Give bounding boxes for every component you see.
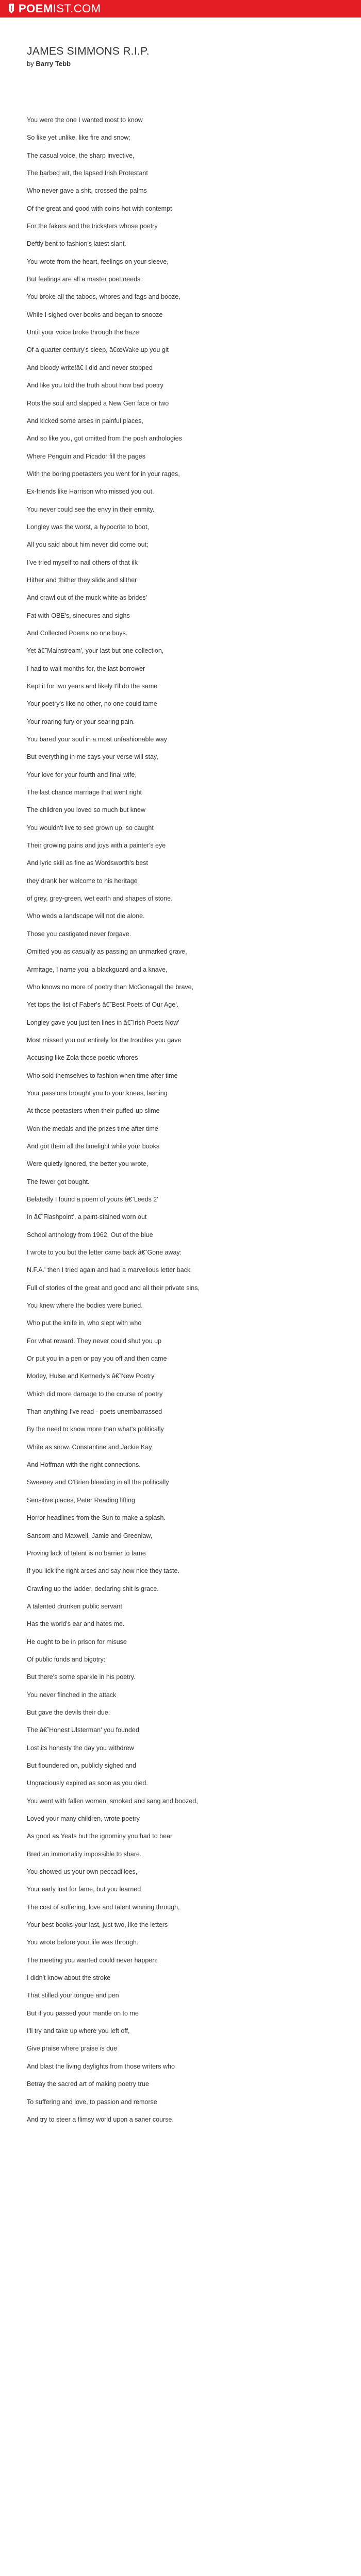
- poem-line: By the need to know more than what's politically: [27, 1426, 164, 1433]
- poem-line: Your poetry's like no other, no one could tame: [27, 700, 157, 708]
- poem-line: Betray the sacred art of making poetry true: [27, 2080, 149, 2088]
- poem-line: You never flinched in the attack: [27, 1691, 117, 1699]
- poem-line: Lost its honesty the day you withdrew: [27, 1744, 134, 1752]
- poem-line: All you said about him never did come out;: [27, 541, 149, 549]
- poem-line: Longley was the worst, a hypocrite to boot,: [27, 523, 149, 531]
- poem-line: Where Penguin and Picador fill the pages: [27, 452, 146, 460]
- poem-line: Armitage, I name you, a blackguard and a knave,: [27, 965, 168, 973]
- poem-line: Which did more damage to the course of poetry: [27, 1390, 163, 1398]
- poem-line: For what reward. They never could shut you up: [27, 1337, 162, 1345]
- poem-line: Of the great and good with coins hot with contempt: [27, 205, 172, 212]
- poem-line: While I sighed over books and began to snooze: [27, 311, 163, 318]
- poem-line: School anthology from 1962. Out of the blue: [27, 1231, 153, 1239]
- poem-line: I've tried myself to nail others of that ilk: [27, 558, 138, 566]
- poem-line: The meeting you wanted could never happen:: [27, 1956, 158, 1964]
- poem-line: As good as Yeats but the ignominy you had to bear: [27, 1833, 173, 1840]
- poem-line: Hither and thither they slide and slither: [27, 576, 137, 584]
- poem-line: The â€˜Honest Ulsterman' you founded: [27, 1726, 139, 1734]
- poem-line: I didn't know about the stroke: [27, 1974, 111, 1982]
- poem-line: Has the world's ear and hates me.: [27, 1620, 125, 1628]
- poem-line: I'll try and take up where you left off,: [27, 2027, 130, 2035]
- author-link[interactable]: Barry Tebb: [36, 60, 71, 67]
- poem-line: Ex-friends like Harrison who missed you out.: [27, 488, 154, 496]
- site-header: [0, 0, 361, 18]
- poem-line: And crawl out of the muck white as brides': [27, 594, 147, 602]
- poem-line: For the fakers and the tricksters whose poetry: [27, 223, 158, 230]
- poem-line: Yet tops the list of Faber's â€˜Best Poets of Our Age'.: [27, 1001, 179, 1009]
- poem-line: Bred an immortality impossible to share.: [27, 1850, 142, 1858]
- poem-line: And lyric skill as fine as Wordsworth's best: [27, 859, 148, 867]
- byline-prefix: by: [27, 60, 34, 67]
- poem-line: Until your voice broke through the haze: [27, 329, 139, 336]
- poem-line: Of public funds and bigotry:: [27, 1655, 106, 1663]
- poem-line: Belatedly I found a poem of yours â€˜Leeds 2': [27, 1195, 158, 1203]
- poem-line: The fewer got bought.: [27, 1178, 90, 1185]
- poem-line: The cost of suffering, love and talent winning through,: [27, 1903, 180, 1911]
- poem-line: You went with fallen women, smoked and sang and boozed,: [27, 1797, 198, 1805]
- poem-line: Yet â€˜Mainstream', your last but one collection,: [27, 647, 164, 655]
- poem-line: Your best books your last, just two, like the letters: [27, 1921, 168, 1929]
- poem-line: And like you told the truth about how bad poetry: [27, 382, 163, 389]
- poem-line: But if you passed your mantle on to me: [27, 2009, 139, 2017]
- poem-line: I wrote to you but the letter came back â€˜Gone away:: [27, 1249, 182, 1256]
- poem-line: Your early lust for fame, but you learned: [27, 1886, 141, 1893]
- poem-line: And Hoffman with the right connections.: [27, 1461, 141, 1469]
- poem-line: The last chance marriage that went right: [27, 789, 142, 796]
- poem-line: That stilled your tongue and pen: [27, 1992, 119, 1999]
- poem-line: Who weds a landscape will not die alone.: [27, 912, 145, 920]
- poem-line: And try to steer a flimsy world upon a saner course.: [27, 2115, 174, 2123]
- poem-line: Most missed you out entirely for the troubles you gave: [27, 1036, 182, 1044]
- poem-line: Deftly bent to fashion's latest slant.: [27, 240, 126, 248]
- poem-line: And blast the living daylights from those writers who: [27, 2062, 175, 2070]
- poem-line: In â€˜Flashpoint', a paint-stained worn out: [27, 1213, 147, 1221]
- poem-line: And bloody write!â€ I did and never stopped: [27, 364, 153, 371]
- poem-line: Who knows no more of poetry than McGonagall the brave,: [27, 983, 194, 991]
- site-logo[interactable]: POEMIST.COM: [19, 2, 101, 15]
- poem-line: With the boring poetasters you went for in your rages,: [27, 470, 180, 478]
- poem-line: The barbed wit, the lapsed Irish Protestant: [27, 170, 148, 177]
- poem-line: they drank her welcome to his heritage: [27, 877, 138, 885]
- poem-line: Longley gave you just ten lines in â€˜Irish Poets Now': [27, 1019, 179, 1026]
- poem-line: I had to wait months for, the last borrower: [27, 665, 145, 672]
- poem-line: And kicked some arses in painful places,: [27, 417, 143, 425]
- poem-line: So like yet unlike, like fire and snow;: [27, 134, 130, 142]
- poem-line: And Collected Poems no one buys.: [27, 629, 128, 637]
- poem-line: But gave the devils their due:: [27, 1708, 110, 1716]
- quill-icon: [7, 4, 15, 14]
- poem-line: But feelings are all a master poet needs:: [27, 276, 142, 283]
- poem-line: You bared your soul in a most unfashionable way: [27, 736, 167, 743]
- poem-line: Accusing like Zola those poetic whores: [27, 1054, 138, 1062]
- poem-line: If you lick the right arses and say how nice they taste.: [27, 1567, 179, 1575]
- poem-line: N.F.A.' then I tried again and had a marvellous letter back: [27, 1266, 191, 1274]
- poem-line: of grey, grey-green, wet earth and shapes of stone.: [27, 895, 173, 903]
- poem-line: Full of stories of the great and good and all their private sins,: [27, 1284, 200, 1292]
- poem-line: Were quietly ignored, the better you wrote,: [27, 1160, 149, 1168]
- poem-line: You broke all the taboos, whores and fags and booze,: [27, 293, 180, 301]
- poem-line: Who put the knife in, who slept with who: [27, 1319, 142, 1327]
- poem-line: And got them all the limelight while your books: [27, 1142, 160, 1150]
- poem-line: Crawling up the ladder, declaring shit is grace.: [27, 1585, 159, 1592]
- poem-line: But everything in me says your verse will stay,: [27, 753, 158, 761]
- poem-line: The casual voice, the sharp invective,: [27, 151, 135, 159]
- poem-body: [27, 111, 347, 2128]
- poem-line: Or put you in a pen or pay you off and then came: [27, 1355, 167, 1363]
- poem-line: A talented drunken public servant: [27, 1602, 122, 1610]
- poem-title: JAMES SIMMONS R.I.P.: [27, 45, 150, 57]
- poem-line: You showed us your own peccadilloes,: [27, 1868, 138, 1876]
- poem-line: Proving lack of talent is no barrier to fame: [27, 1549, 146, 1557]
- poem-line: Fat with OBE's, sinecures and sighs: [27, 612, 130, 619]
- poem-line: Of a quarter century's sleep, â€œWake up you git: [27, 346, 169, 354]
- poem-line: The children you loved so much but knew: [27, 806, 145, 814]
- poem-line: Ungraciously expired as soon as you died.: [27, 1780, 148, 1787]
- poem-line: You were the one I wanted most to know: [27, 116, 143, 124]
- poem-line: And so like you, got omitted from the posh anthologies: [27, 435, 182, 443]
- poem-line: Horror headlines from the Sun to make a splash.: [27, 1514, 166, 1522]
- poem-line: You wrote from the heart, feelings on your sleeve,: [27, 258, 169, 265]
- poem-line: Their growing pains and joys with a painter's eye: [27, 842, 166, 850]
- poem-line: Your passions brought you to your knees, lashing: [27, 1089, 168, 1097]
- poem-line: Sansom and Maxwell, Jamie and Greenlaw,: [27, 1532, 153, 1539]
- poem-line: Sweeney and O'Brien bleeding in all the politically: [27, 1479, 169, 1486]
- poem-line: You never could see the envy in their enmity.: [27, 505, 155, 513]
- poem-line: Those you castigated never forgave.: [27, 930, 132, 938]
- poem-line: Omitted you as casually as passing an unmarked grave,: [27, 948, 187, 956]
- poem-line: You wouldn't live to see grown up, so caught: [27, 824, 154, 832]
- poem-line: To suffering and love, to passion and remorse: [27, 2098, 157, 2106]
- poem-line: But there's some sparkle in his poetry.: [27, 1673, 136, 1681]
- poem-line: Rots the soul and slapped a New Gen face or two: [27, 399, 169, 407]
- poem-line: Who sold themselves to fashion when time after time: [27, 1072, 178, 1079]
- poem-line: Give praise where praise is due: [27, 2045, 118, 2053]
- poem-line: Than anything I've read - poets unembarrassed: [27, 1408, 162, 1416]
- byline: [27, 60, 71, 67]
- poem-line: You knew where the bodies were buried.: [27, 1302, 143, 1310]
- poem-line: Who never gave a shit, crossed the palms: [27, 187, 147, 195]
- poem-line: He ought to be in prison for misuse: [27, 1638, 127, 1646]
- poem-line: Won the medals and the prizes time after time: [27, 1125, 158, 1132]
- poem-line: Morley, Hulse and Kennedy's â€˜New Poetry': [27, 1372, 156, 1380]
- poem-line: Sensitive places, Peter Reading lifting: [27, 1496, 135, 1504]
- poem-line: You wrote before your life was through.: [27, 1939, 139, 1946]
- poem-line: White as snow. Constantine and Jackie Kay: [27, 1443, 152, 1451]
- poem-line: Kept it for two years and likely I'll do the same: [27, 683, 158, 690]
- poem-line: But floundered on, publicly sighed and: [27, 1761, 136, 1769]
- poem-line: At those poetasters when their puffed-up slime: [27, 1107, 160, 1115]
- poem-line: Loved your many children, wrote poetry: [27, 1815, 140, 1822]
- poem-line: Your love for your fourth and final wife,: [27, 771, 137, 778]
- poem-line: Your roaring fury or your searing pain.: [27, 718, 135, 725]
